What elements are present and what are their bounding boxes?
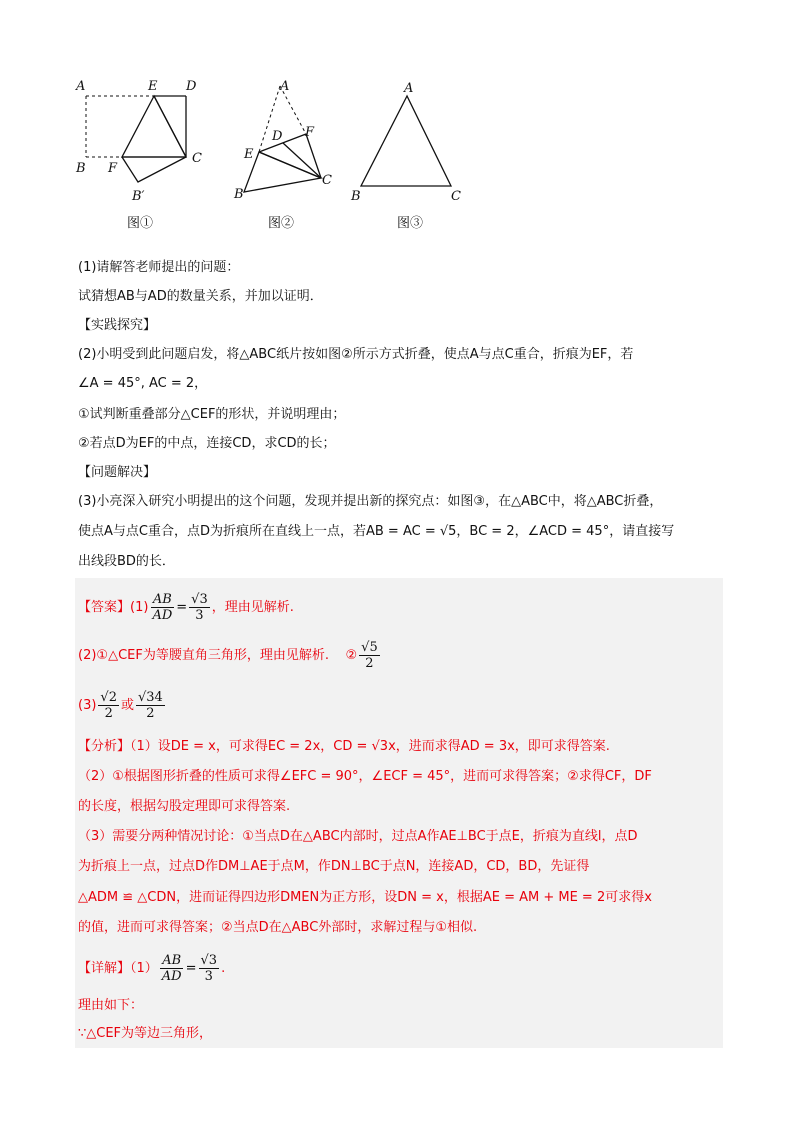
answer-3-prefix: (3) (78, 698, 97, 713)
detail-rhs (199, 953, 220, 984)
detail-label: 【详解】 (78, 961, 131, 976)
answer-2-num: √5 (361, 640, 378, 655)
analysis-3b: 为折痕上一点，过点D作DM⊥AE于点M，作DN⊥BC于点N，连接AD，CD，BD，先证得 (78, 859, 590, 874)
answer-2-fraction (359, 640, 380, 671)
because-line: ∵△CEF为等边三角形， (78, 1026, 213, 1041)
answer-1-rhs-den: 3 (195, 608, 204, 623)
fig2-label-C: C (322, 173, 332, 188)
answer-3b-den: 2 (146, 706, 155, 721)
fig2-label-E: E (244, 147, 254, 162)
answer-3a-fraction (98, 690, 119, 721)
fig2-label-B: B (234, 187, 244, 202)
answer-2-den: 2 (365, 656, 374, 671)
analysis-line-1 (78, 737, 610, 757)
fig3-label-A: A (404, 81, 414, 96)
fig1-label-A: A (76, 79, 86, 94)
detail-rhs-den: 3 (204, 969, 213, 984)
q2-part1: ①试判断重叠部分△CEF的形状，并说明理由； (78, 407, 346, 422)
analysis-3c: △ADM ≌ △CDN，进而证得四边形DMEN为正方形，设DN = x，根据AE = AM + ME = 2可求得x (78, 890, 652, 905)
figure-3 (345, 72, 475, 232)
fig2-caption: 图② (268, 216, 295, 231)
q2-line1: (2)小明受到此问题启发，将△ABC纸片按如图②所示方式折叠，使点A与点C重合，折痕为EF，若 (78, 347, 634, 362)
fig2-label-A: A (280, 79, 290, 94)
answer-1-fraction (150, 592, 174, 623)
fig1-label-Bprime: B′ (132, 189, 145, 204)
section-problem: 【问题解决】 (78, 465, 157, 480)
reason-line: 理由如下： (78, 998, 144, 1013)
answer-2-mid: ② (345, 648, 358, 663)
fig3-label-B: B (351, 189, 361, 204)
answer-1-eq: = (176, 600, 188, 615)
answer-3a-num: √2 (100, 690, 117, 705)
analysis-1: （1）设DE = x，可求得EC = 2x，CD = √3x，进而求得AD = 3x，即可求得答案. (130, 739, 610, 754)
answer-3b-num: √34 (138, 690, 163, 705)
fig2-label-F: F (305, 125, 315, 140)
q1-body: 试猜想AB与AD的数量关系，并加以证明． (78, 289, 323, 304)
detail-num: AB (162, 953, 182, 968)
answer-1-den: AD (152, 608, 173, 623)
analysis-3d: 的值，进而可求得答案；②当点D在△ABC外部时，求解过程与①相似. (78, 920, 478, 935)
analysis-2a: （2）①根据图形折叠的性质可求得∠EFC = 90°，∠ECF = 45°，进而可求得答案；②求得CF，DF (78, 769, 652, 784)
q3-line1: (3)小亮深入研究小明提出的这个问题，发现并提出新的探究点：如图③，在△ABC中，将△ABC折叠， (78, 494, 663, 509)
detail-prefix: （1） (130, 961, 158, 976)
q2-part2: ②若点D为EF的中点，连接CD，求CD的长； (78, 436, 336, 451)
detail-end: . (221, 961, 226, 976)
fig1-label-B: B (76, 161, 86, 176)
q1-title: (1)请解答老师提出的问题： (78, 260, 240, 275)
answer-1-rhs (189, 592, 210, 623)
answer-1-suffix: ，理由见解析. (211, 600, 294, 615)
q3-line3: 出线段BD的长． (78, 554, 175, 569)
answer-label: 【答案】 (78, 600, 131, 615)
fig3-label-C: C (451, 189, 461, 204)
answer-1-prefix: (1) (130, 600, 149, 615)
analysis-3a: （3）需要分两种情况讨论：①当点D在△ABC内部时，过点A作AE⊥BC于点E，折痕为直线l，点D (78, 829, 638, 844)
fig1-label-E: E (148, 79, 158, 94)
q2-line2: ∠A = 45°, AC = 2， (78, 376, 208, 391)
answer-2-prefix: (2)①△CEF为等腰直角三角形，理由见解析. (78, 648, 329, 663)
detail-fraction (160, 953, 184, 984)
fig1-label-F: F (108, 161, 118, 176)
fig1-label-D: D (186, 79, 197, 94)
analysis-label: 【分析】 (78, 739, 131, 754)
answer-3-or: 或 (120, 698, 134, 713)
detail-line-1 (78, 953, 225, 984)
analysis-2b: 的长度，根据勾股定理即可求得答案. (78, 799, 291, 814)
fig1-caption: 图① (127, 216, 154, 231)
answer-3b-fraction (136, 690, 165, 721)
fig1-label-C: C (192, 151, 202, 166)
detail-den: AD (161, 969, 182, 984)
answer-3a-den: 2 (104, 706, 113, 721)
section-practice: 【实践探究】 (78, 318, 157, 333)
detail-rhs-num: √3 (200, 953, 218, 968)
answer-line-2 (78, 640, 382, 671)
answer-line-3 (78, 690, 167, 721)
figure-2 (228, 72, 348, 232)
fig2-label-D: D (272, 129, 283, 144)
answer-1-num: AB (152, 592, 172, 607)
figure-1 (70, 72, 220, 232)
answer-line-1 (78, 592, 294, 623)
fig3-caption: 图③ (397, 216, 424, 231)
q3-line2: 使点A与点C重合，点D为折痕所在直线上一点，若AB = AC = √5，BC = 2，∠ACD = 45°，请直接写 (78, 524, 675, 539)
detail-eq: = (185, 961, 197, 976)
answer-1-rhs-num: √3 (191, 592, 208, 607)
